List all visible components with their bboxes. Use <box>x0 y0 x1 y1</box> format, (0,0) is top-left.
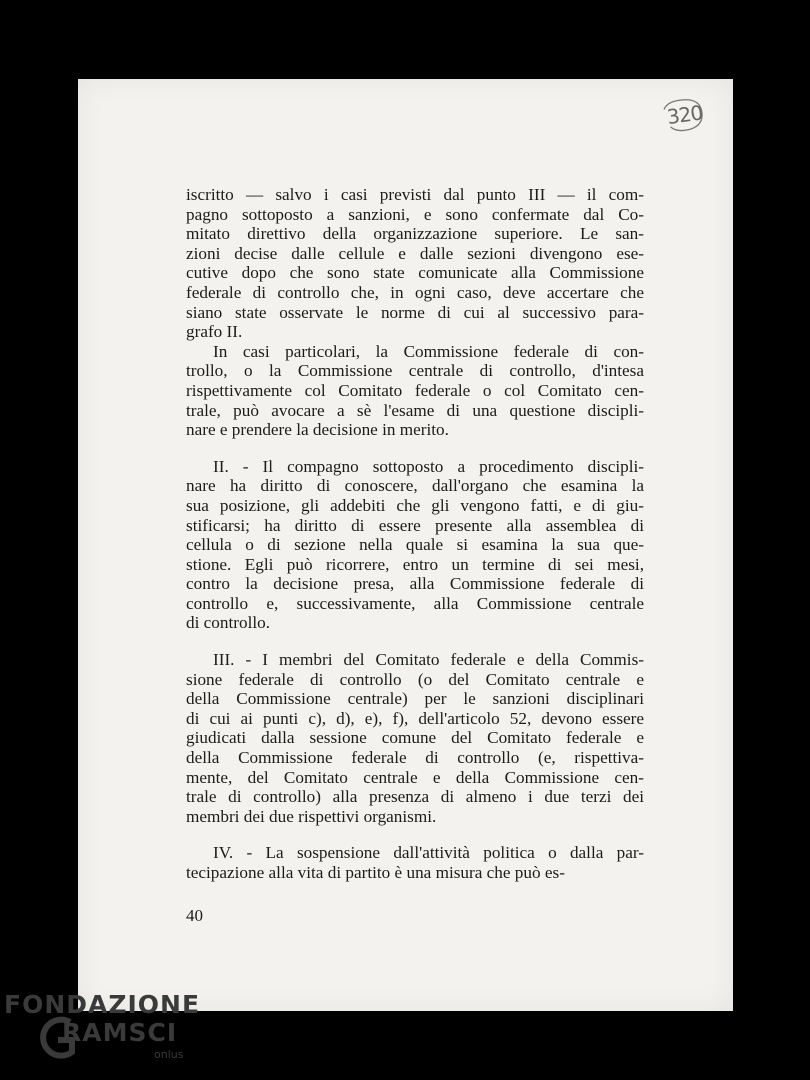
text-line: di cui ai punti c), d), e), f), dell'articolo 52, devono essere <box>186 708 644 728</box>
text-line: mente, del Comitato centrale e della Commissione cen- <box>186 767 644 787</box>
watermark-line-1: FONDAZIONE <box>4 990 201 1019</box>
text-line: pagno sottoposto a sanzioni, e sono confermate dal Co- <box>186 204 644 224</box>
text-line: III. - I membri del Comitato federale e della Commis- <box>213 650 644 670</box>
text-line: II. - Il compagno sottoposto a procedimento discipli- <box>213 456 644 476</box>
text-line: grafo II. <box>186 322 243 342</box>
scanned-page <box>78 79 733 1011</box>
text-line: della Commissione federale di controllo (e, rispettiva- <box>186 748 644 768</box>
text-line: tecipazione alla vita di partito è una misura che può es- <box>186 863 565 882</box>
text-line: trollo, o la Commissione centrale di controllo, d'intesa <box>186 361 644 381</box>
text-line: nare e prendere la decisione in merito. <box>186 420 449 440</box>
text-line: zioni decise dalle cellule e dalle sezioni divengono ese- <box>186 243 644 263</box>
fondazione-gramsci-watermark <box>4 990 214 1075</box>
text-line: trale, può avocare a sè l'esame di una questione discipli- <box>186 400 644 420</box>
text-line: siano state osservate le norme di cui al successivo para- <box>186 302 644 322</box>
text-line: IV. - La sospensione dall'attività politica o dalla par- <box>213 843 644 863</box>
text-line: nare ha diritto di conoscere, dall'organo che esamina la <box>186 476 644 496</box>
text-line: membri dei due rispettivi organismi. <box>186 806 437 826</box>
archive-number-stamp <box>659 94 708 136</box>
paragraph-1 <box>186 185 644 342</box>
section-ii <box>186 457 644 633</box>
text-line: sua posizione, gli addebiti che gli vengono fatti, e di giu- <box>186 495 644 515</box>
text-line: cutive dopo che sono state comunicate alla Commissione <box>186 263 644 283</box>
text-line: cellula o di sezione nella quale si esamina la sua que- <box>186 535 644 555</box>
text-line: della Commissione centrale) per le sanzioni disciplinari <box>186 689 644 709</box>
text-line: stificarsi; ha diritto di essere presente alla assemblea di <box>186 515 644 535</box>
text-line: mitato direttivo della organizzazione superiore. Le san- <box>186 224 644 244</box>
section-iv <box>186 843 644 882</box>
watermark-line-3: onlus <box>154 1048 184 1061</box>
watermark-line-2: RAMSCI <box>62 1018 178 1047</box>
text-line: controllo e, successivamente, alla Commissione centrale <box>186 593 644 613</box>
page-number: 40 <box>186 906 203 925</box>
section-iii <box>186 650 644 826</box>
paragraph-2 <box>186 342 644 440</box>
text-line: rispettivamente col Comitato federale o col Comitato cen- <box>186 380 644 400</box>
text-line: contro la decisione presa, alla Commissione federale di <box>186 574 644 594</box>
text-line: sione federale di controllo (o del Comitato centrale e <box>186 669 644 689</box>
text-line: giudicati dalla sessione comune del Comitato federale e <box>186 728 644 748</box>
text-line: federale di controllo che, in ogni caso, deve accertare che <box>186 282 644 302</box>
text-line: In casi particolari, la Commissione federale di con- <box>213 341 644 361</box>
text-line: stione. Egli può ricorrere, entro un termine di sei mesi, <box>186 554 644 574</box>
text-line: trale di controllo) alla presenza di almeno i due terzi dei <box>186 787 644 807</box>
body-text <box>186 185 644 883</box>
archive-number: 320 <box>665 100 704 130</box>
text-line: di controllo. <box>186 613 271 633</box>
text-line: iscritto — salvo i casi previsti dal punto III — il com- <box>186 185 644 204</box>
